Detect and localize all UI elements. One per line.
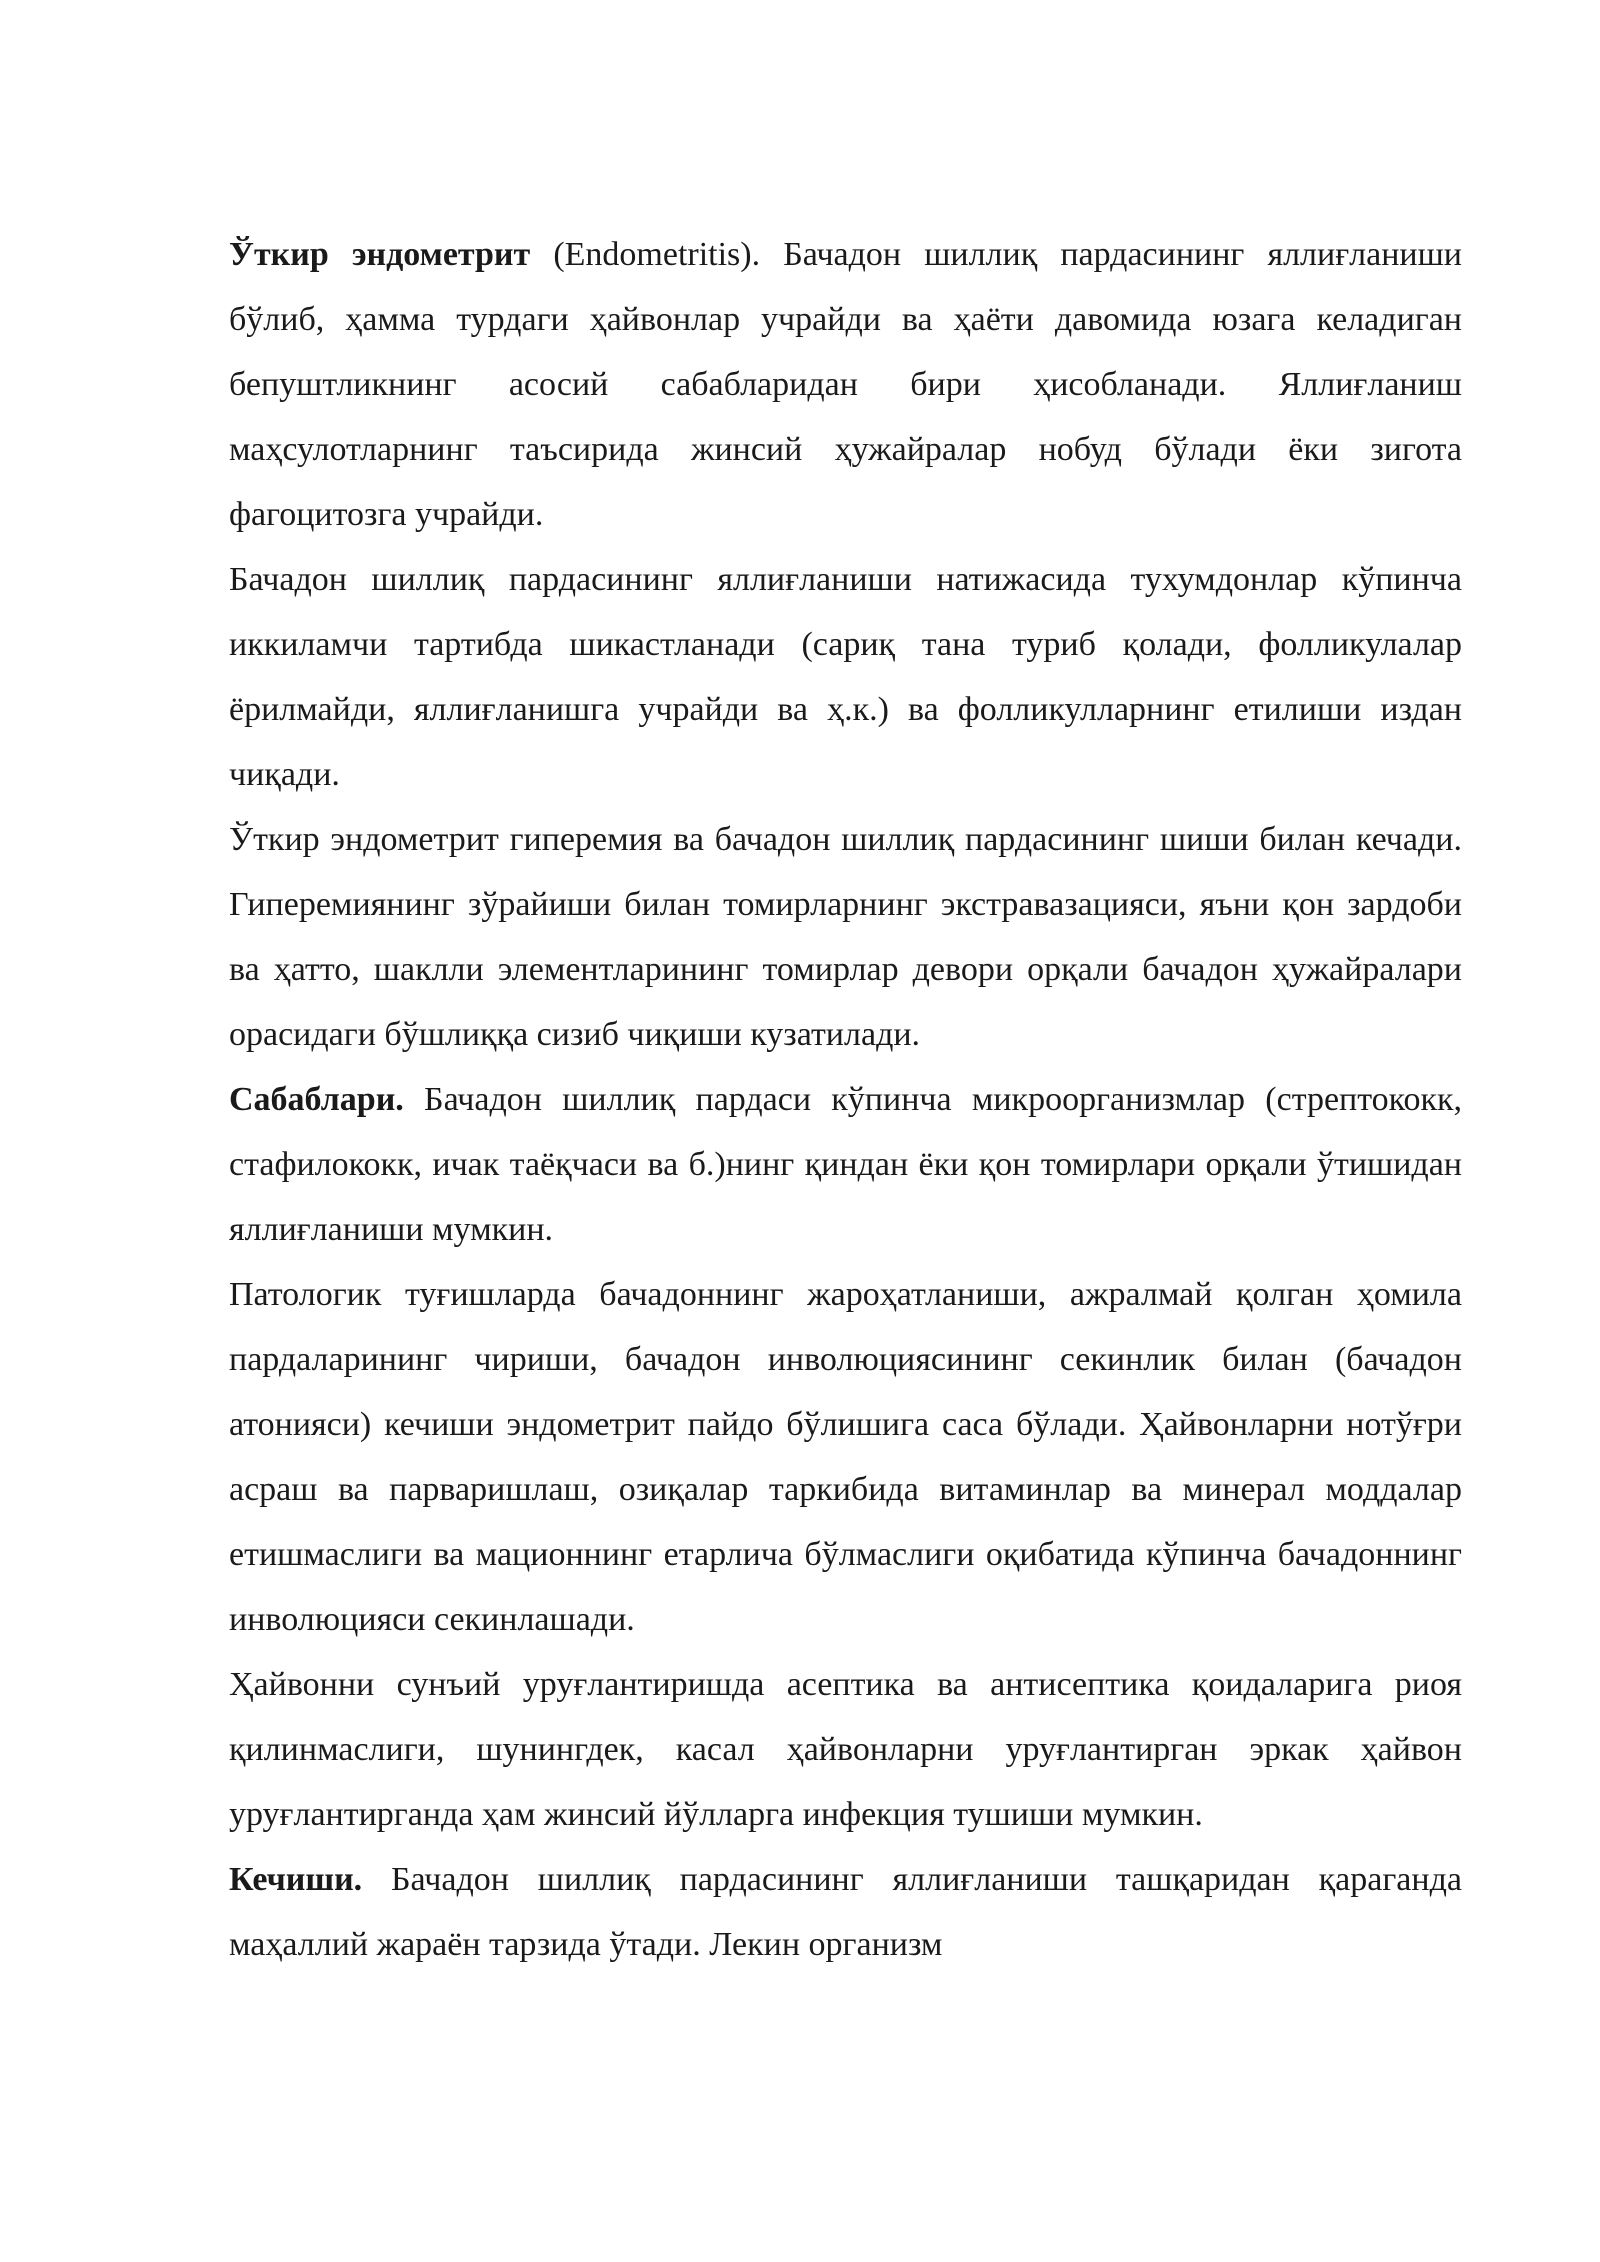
paragraph-causes (229, 1067, 1462, 1262)
paragraph-text: Бачадон шиллиқ пардасининг яллиғланиши натижасида тухумдонлар кўпинча иккиламчи тартибда шикастланади (сариқ тана туриб қолади, фолликулалар ёрилмайди, яллиғланишга учрайди ва ҳ.к.) ва фолликулларнинг етилиши издан чиқади. (229, 561, 1462, 793)
paragraph-acute-endometritis (229, 222, 1462, 547)
document-body (229, 222, 1462, 1977)
paragraph-ovary-damage (229, 547, 1462, 807)
paragraph-pathological-births (229, 1262, 1462, 1652)
heading-causes: Сабаблари. (229, 1081, 404, 1118)
heading-course: Кечиши. (229, 1861, 363, 1898)
paragraph-artificial-insemination (229, 1652, 1462, 1847)
paragraph-hyperemia (229, 807, 1462, 1067)
paragraph-text: Ҳайвонни сунъий уруғлантиришда асептика ва антисептика қоидаларига риоя қилинмаслиги, шунингдек, касал ҳайвонларни уруғлантирган эркак ҳайвон уруғлантирганда ҳам жинсий йўлларга инфекция тушиши мумкин. (229, 1666, 1462, 1833)
paragraph-course (229, 1847, 1462, 1977)
paragraph-text: Ўткир эндометрит гиперемия ва бачадон шиллиқ пардасининг шиши билан кечади. Гиперемиянинг зўрайиши билан томирларнинг экстравазацияси, яъни қон зардоби ва ҳатто, шаклли элементларининг томирлар девори орқали бачадон ҳужайралари орасидаги бўшлиққа сизиб чиқиши кузатилади. (229, 821, 1462, 1053)
heading-acute-endometritis: Ўткир эндометрит (229, 236, 531, 273)
paragraph-text: Бачадон шиллиқ пардаси кўпинча микроорганизмлар (стрептококк, стафилококк, ичак таёқчаси ва б.)нинг қиндан ёки қон томирлари орқали ўтишидан яллиғланиши мумкин. (229, 1081, 1462, 1248)
paragraph-text: Патологик туғишларда бачадоннинг жароҳатланиши, ажралмай қолган ҳомила пардаларининг чириши, бачадон инволюциясининг секинлик билан (бачадон атонияси) кечиши эндометрит пайдо бўлишига саса бўлади. Ҳайвонларни нотўғри асраш ва парваришлаш, озиқалар таркибида витаминлар ва минерал моддалар етишмаслиги ва мационнинг етарлича бўлмаслиги оқибатида кўпинча бачадоннинг инволюцияси секинлашади. (229, 1276, 1462, 1638)
paragraph-text: (Endometritis). Бачадон шиллиқ пардасининг яллиғланиши бўлиб, ҳамма турдаги ҳайвонлар учрайди ва ҳаёти давомида юзага келадиган бепуштликнинг асосий сабабларидан бири ҳисобланади. Яллиғланиш маҳсулотларнинг таъсирида жинсий ҳужайралар нобуд бўлади ёки зигота фагоцитозга учрайди. (229, 236, 1462, 533)
paragraph-text: Бачадон шиллиқ пардасининг яллиғланиши ташқаридан қараганда маҳаллий жараён тарзида ўтади. Лекин организм (229, 1861, 1462, 1963)
